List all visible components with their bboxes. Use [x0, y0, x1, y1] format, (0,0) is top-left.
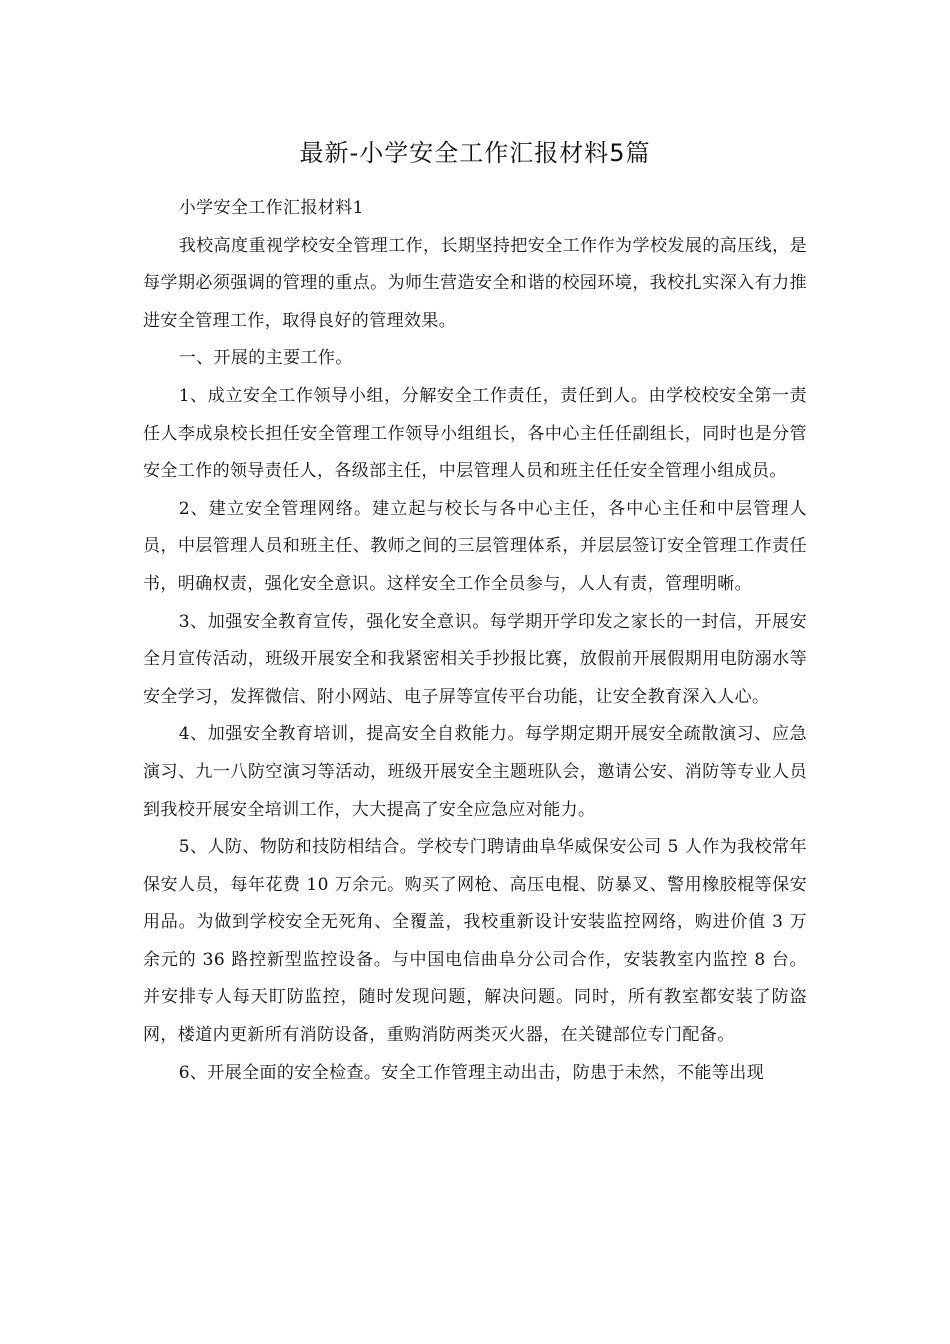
- paragraph-item-2: 2、建立安全管理网络。建立起与校长与各中心主任，各中心主任和中层管理人员，中层管理人员和班主任、教师之间的三层管理体系，并层层签订安全管理工作责任书，明确权责，强化安全意识。这样安全工作全员参与，人人有责，管理明晰。: [143, 498, 807, 594]
- paragraph-item-5: 5、人防、物防和技防相结合。学校专门聘请曲阜华威保安公司 5 人作为我校常年保安人员，每年花费 10 万余元。购买了网枪、高压电棍、防暴叉、警用橡胶棍等保安用品。为做到学校安全无死角、全覆盖，我校重新设计安装监控网络，购进价值 3 万余元的 36 路控新型监控设备。与中国电信曲阜分公司合作，安装教室内监控 8 台。并安排专人每天盯防监控，随时发现问题，解决问题。同时，所有教室都安装了防盗网，楼道内更新所有消防设备，重购消防两类灭火器，在关键部位专门配备。: [143, 837, 807, 1046]
- paragraph-heading-main-work: 一、开展的主要工作。: [178, 348, 353, 369]
- paragraph-intro: 我校高度重视学校安全管理工作，长期坚持把安全工作作为学校发展的高压线，是每学期必须强调的管理的重点。为师生营造安全和谐的校园环境，我校扎实深入有力推进安全管理工作，取得良好的管理效果。: [143, 235, 807, 331]
- paragraph-item-4: 4、加强安全教育培训，提高安全自救能力。每学期定期开展安全疏散演习、应急演习、九一八防空演习等活动，班级开展安全主题班队会，邀请公安、消防等专业人员到我校开展安全培训工作，大大提高了安全应急应对能力。: [143, 724, 807, 820]
- document-title: 最新-小学安全工作汇报材料5篇: [299, 139, 651, 167]
- paragraph-item-1: 1、成立安全工作领导小组，分解安全工作责任，责任到人。由学校校安全第一责任人李成泉校长担任安全管理工作领导小组组长，各中心主任任副组长，同时也是分管安全工作的领导责任人，各级部主任，中层管理人员和班主任任安全管理小组成员。: [143, 385, 807, 482]
- paragraph-item-6: 6、开展全面的安全检查。安全工作管理主动出击，防患于未然，不能等出现: [178, 1062, 765, 1083]
- section-heading: 小学安全工作汇报材料1: [178, 198, 364, 218]
- document-body: [143, 190, 807, 1092]
- paragraph-item-3: 3、加强安全教育宣传，强化安全意识。每学期开学印发之家长的一封信，开展安全月宣传活动，班级开展安全和我紧密相关手抄报比赛，放假前开展假期用电防溺水等安全学习，发挥微信、附小网站、电子屏等宣传平台功能，让安全教育深入人心。: [143, 611, 807, 707]
